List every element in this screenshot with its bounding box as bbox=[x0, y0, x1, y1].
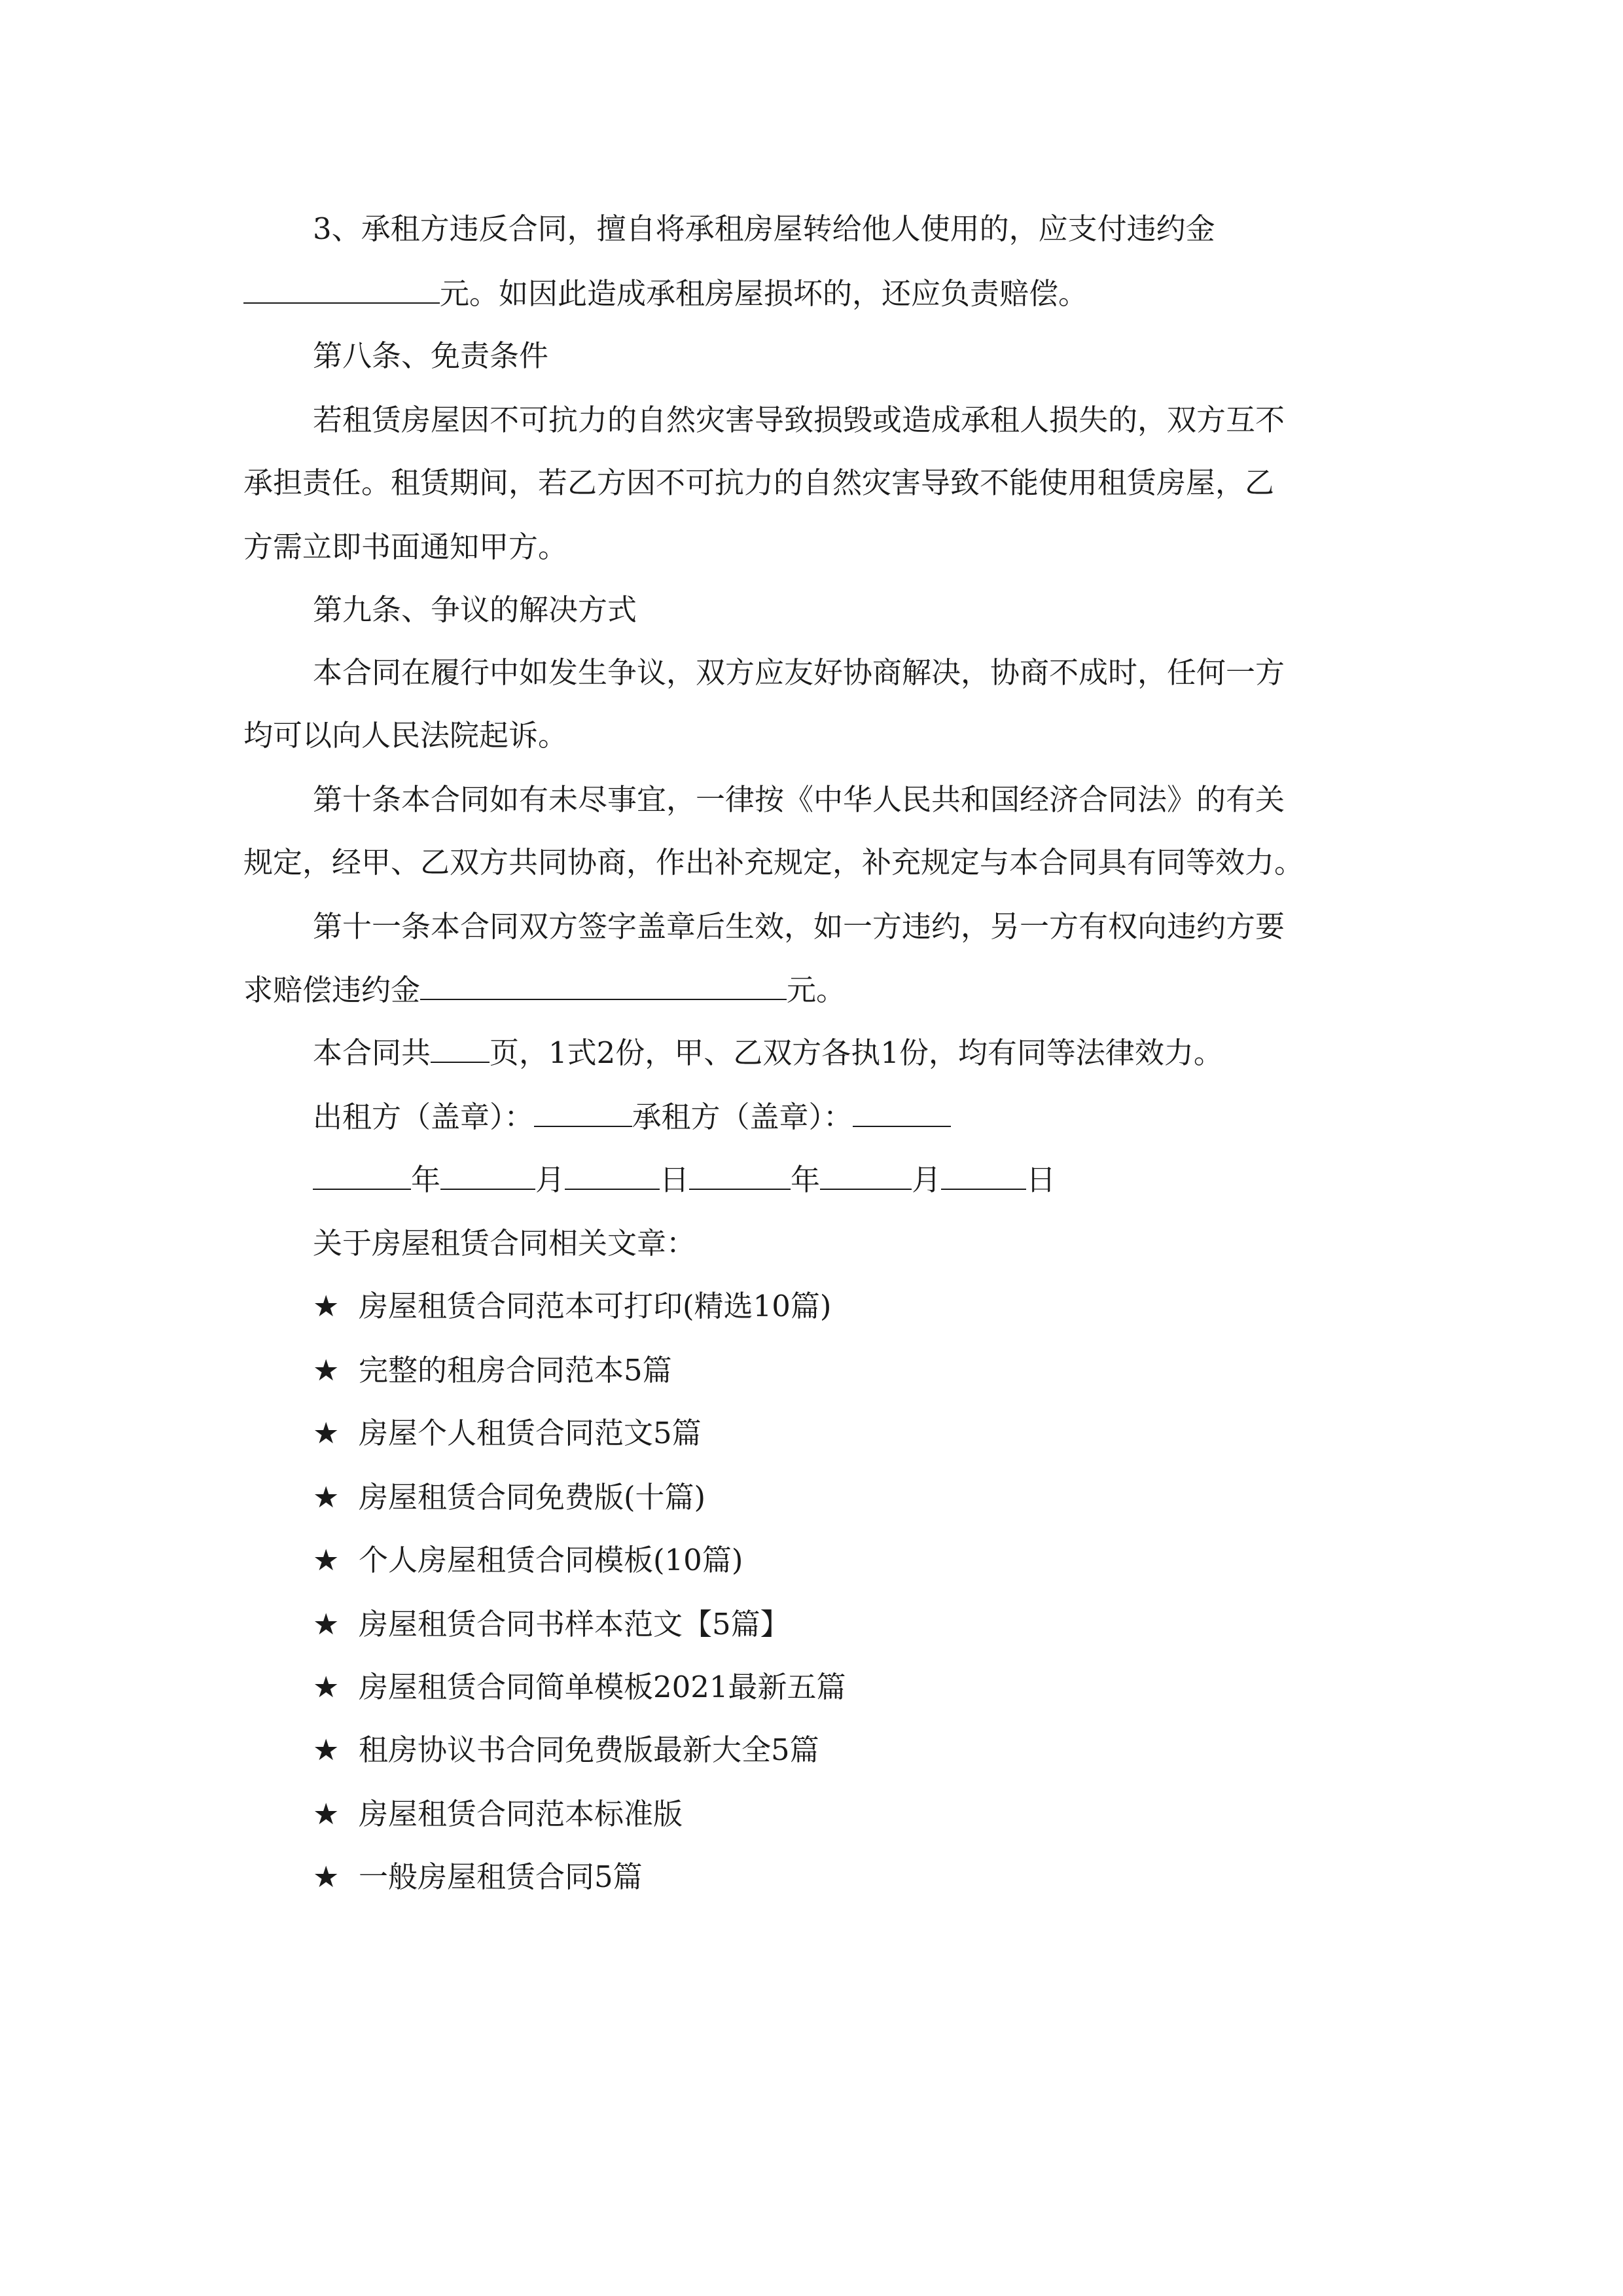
star-icon: ★ bbox=[313, 1607, 340, 1641]
related-item[interactable] bbox=[313, 1414, 1452, 1453]
lessor-month-blank bbox=[440, 1160, 535, 1190]
penalty-blank bbox=[243, 274, 440, 304]
clause7-item3-line1: 3、承租方违反合同，擅自将承租房屋转给他人使用的，应支付违约金 bbox=[313, 211, 1215, 246]
clause9-body-line2: 均可以向人民法院起诉。 bbox=[243, 718, 568, 753]
star-icon: ★ bbox=[313, 1543, 340, 1577]
related-item-link[interactable]: 租房协议书合同免费版最新大全5篇 bbox=[359, 1732, 819, 1767]
copies-line: 本合同共 页，1式2份，甲、乙双方各执1份，均有同等法律效力。 bbox=[313, 1033, 1452, 1073]
related-item-link[interactable]: 房屋个人租赁合同范文5篇 bbox=[359, 1416, 702, 1450]
star-icon: ★ bbox=[313, 1416, 340, 1450]
clause11-line2: 求赔偿违约金 元。 bbox=[243, 970, 1382, 1010]
star-icon: ★ bbox=[313, 1289, 340, 1323]
lessee-day-blank bbox=[941, 1160, 1026, 1190]
lessee-year-blank bbox=[689, 1160, 791, 1190]
related-item[interactable] bbox=[313, 1857, 1452, 1897]
clause8-body-line1: 若租赁房屋因不可抗力的自然灾害导致损毁或造成承租人损失的，双方互不 bbox=[313, 403, 1285, 437]
related-item[interactable] bbox=[313, 1351, 1452, 1390]
signature-line: 出租方（盖章）： 承租方（盖章）： bbox=[313, 1097, 1452, 1137]
related-item[interactable] bbox=[313, 1795, 1452, 1834]
star-icon: ★ bbox=[313, 1480, 340, 1515]
related-item-link[interactable]: 一般房屋租赁合同5篇 bbox=[359, 1859, 643, 1894]
related-item-link[interactable]: 房屋租赁合同书样本范文【5篇】 bbox=[359, 1607, 790, 1641]
clause8-heading: 第八条、免责条件 bbox=[313, 338, 549, 373]
related-item[interactable] bbox=[313, 1287, 1452, 1326]
lessor-day-blank bbox=[565, 1160, 660, 1190]
lessor-year-blank bbox=[313, 1160, 411, 1190]
compensation-blank bbox=[420, 970, 787, 1000]
related-item[interactable] bbox=[313, 1668, 1452, 1707]
related-item-link[interactable]: 个人房屋租赁合同模板(10篇) bbox=[359, 1543, 743, 1577]
lessee-month-blank bbox=[820, 1160, 912, 1190]
clause9-body-line1: 本合同在履行中如发生争议，双方应友好协商解决，协商不成时，任何一方 bbox=[313, 655, 1285, 690]
page-count-blank bbox=[431, 1033, 490, 1063]
clause7-item3-line2: 元。如因此造成承租房屋损坏的，还应负责赔偿。 bbox=[243, 274, 1382, 314]
clause11-line1: 第十一条本合同双方签字盖章后生效，如一方违约，另一方有权向违约方要 bbox=[313, 909, 1285, 944]
related-item[interactable] bbox=[313, 1605, 1452, 1644]
related-item-link[interactable]: 房屋租赁合同范本可打印(精选10篇) bbox=[359, 1289, 832, 1323]
related-item-link[interactable]: 房屋租赁合同免费版(十篇) bbox=[359, 1480, 706, 1515]
clause9-heading: 第九条、争议的解决方式 bbox=[313, 592, 637, 627]
related-item-link[interactable]: 完整的租房合同范本5篇 bbox=[359, 1353, 672, 1388]
clause10-line2: 规定，经甲、乙双方共同协商，作出补充规定，补充规定与本合同具有同等效力。 bbox=[243, 845, 1304, 880]
lessee-seal-blank bbox=[853, 1097, 951, 1127]
related-item[interactable] bbox=[313, 1541, 1452, 1580]
clause10-line1: 第十条本合同如有未尽事宜，一律按《中华人民共和国经济合同法》的有关 bbox=[313, 782, 1285, 817]
star-icon: ★ bbox=[313, 1797, 340, 1831]
star-icon: ★ bbox=[313, 1859, 340, 1894]
related-item[interactable] bbox=[313, 1731, 1452, 1770]
star-icon: ★ bbox=[313, 1670, 340, 1704]
lessor-seal-blank bbox=[534, 1097, 632, 1127]
star-icon: ★ bbox=[313, 1353, 340, 1388]
date-line: 年 月 日 年 月 日 bbox=[313, 1160, 1452, 1200]
star-icon: ★ bbox=[313, 1732, 340, 1767]
clause8-body-line2: 承担责任。租赁期间，若乙方因不可抗力的自然灾害导致不能使用租赁房屋，乙 bbox=[243, 465, 1275, 500]
clause8-body-line3: 方需立即书面通知甲方。 bbox=[243, 529, 568, 564]
related-item[interactable] bbox=[313, 1478, 1452, 1517]
related-item-link[interactable]: 房屋租赁合同简单模板2021最新五篇 bbox=[359, 1670, 846, 1704]
related-heading: 关于房屋租赁合同相关文章： bbox=[313, 1226, 696, 1261]
related-item-link[interactable]: 房屋租赁合同范本标准版 bbox=[359, 1797, 683, 1831]
